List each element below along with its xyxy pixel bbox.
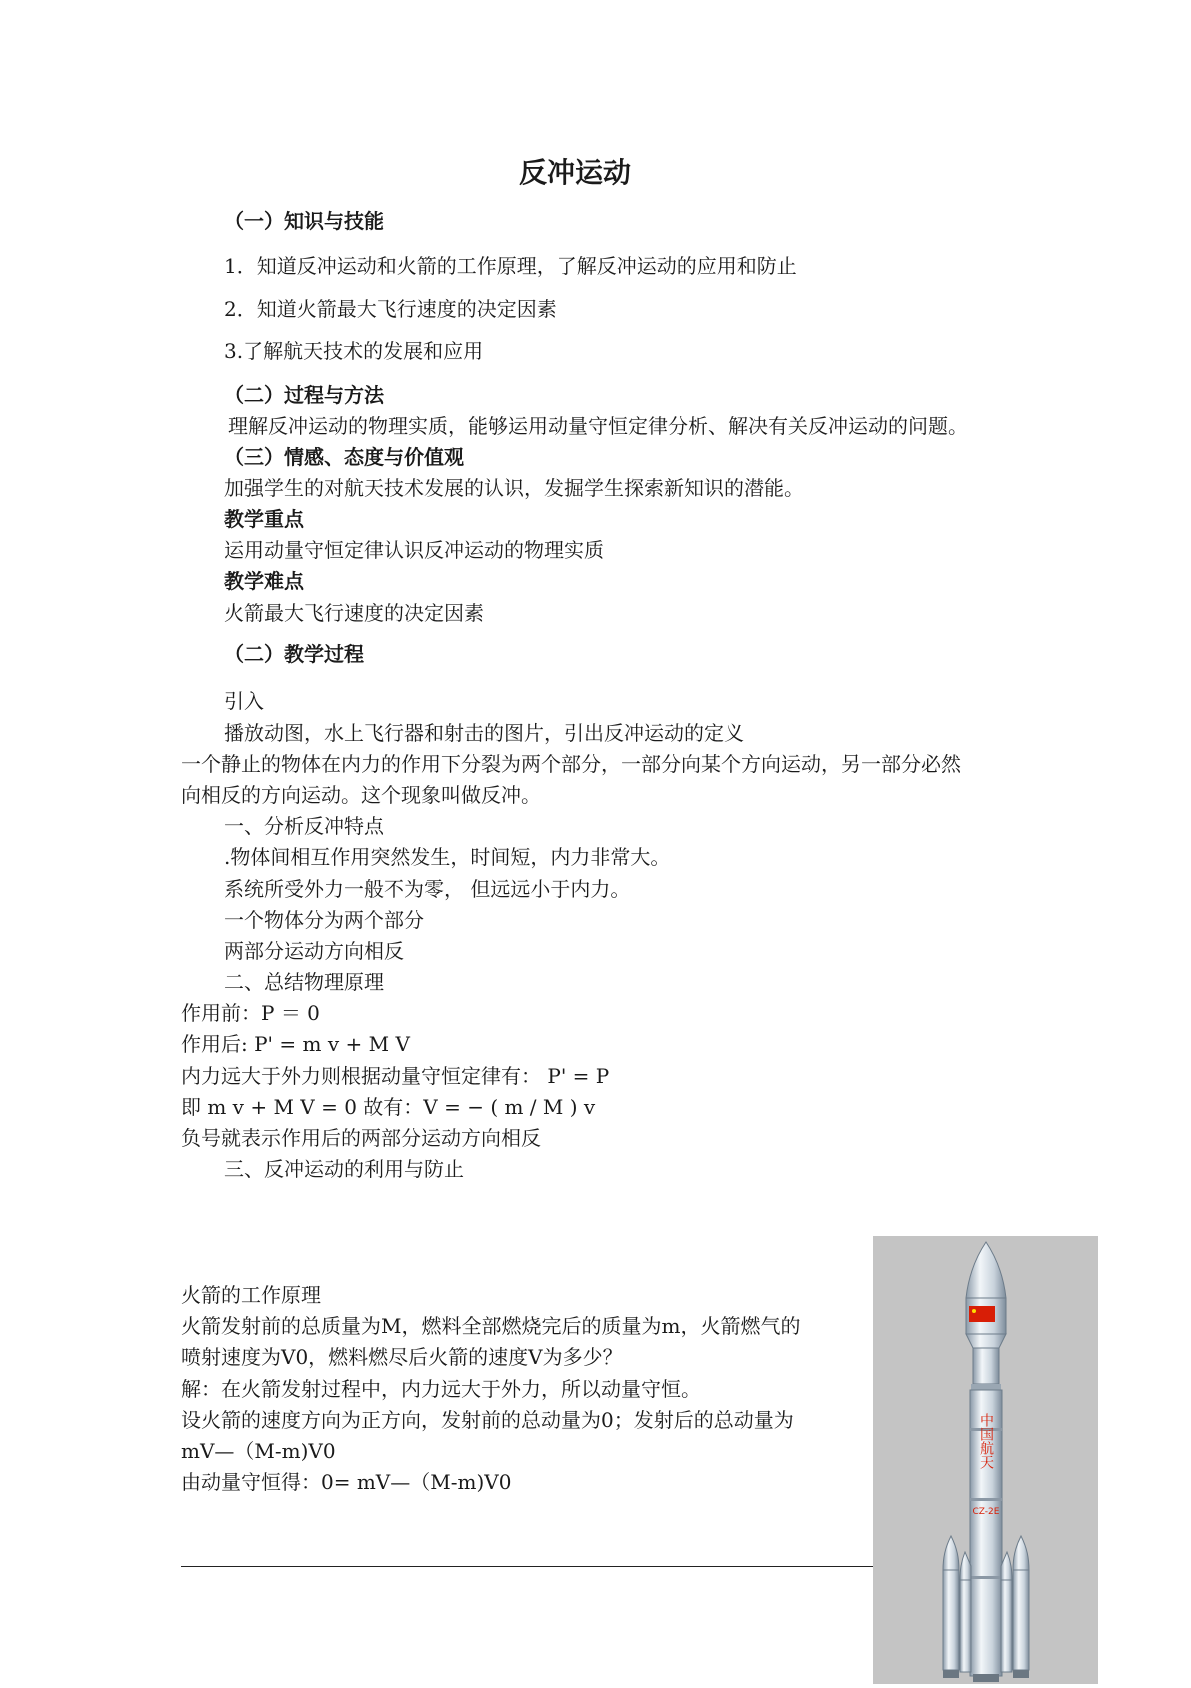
- body-line: 两部分运动方向相反: [224, 939, 404, 963]
- body-line: 二、总结物理原理: [224, 970, 384, 994]
- body-line: 引入: [224, 689, 264, 713]
- focus-heading: 教学重点: [224, 507, 304, 531]
- rocket-line: 由动量守恒得：0= mV—（M-m)V0: [181, 1470, 512, 1494]
- rocket-model-label: CZ-2E: [972, 1507, 1000, 1517]
- process-text: 理解反冲运动的物理实质，能够运用动量守恒定律分析、解决有关反冲运动的问题。: [228, 414, 968, 438]
- teaching-heading: （二）教学过程: [224, 642, 364, 666]
- body-line: 一个静止的物体在内力的作用下分裂为两个部分，一部分向某个方向运动，另一部分必然: [181, 752, 961, 776]
- rocket-body-label: 中国航天: [978, 1413, 994, 1469]
- rocket-illustration: [873, 1236, 1098, 1684]
- emotion-heading: （三）情感、态度与价值观: [224, 445, 464, 469]
- body-line: 作用后: P' = m v + M V: [181, 1032, 410, 1056]
- difficulty-text: 火箭最大飞行速度的决定因素: [224, 601, 484, 625]
- focus-text: 运用动量守恒定律认识反冲运动的物理实质: [224, 538, 604, 562]
- body-line: 内力远大于外力则根据动量守恒定律有： P' = P: [181, 1064, 610, 1088]
- page-title: 反冲运动: [518, 156, 631, 189]
- body-line: 作用前：P ＝ 0: [181, 1001, 320, 1025]
- knowledge-item-1: 1．知道反冲运动和火箭的工作原理，了解反冲运动的应用和防止: [224, 254, 797, 278]
- knowledge-item-3: 3.了解航天技术的发展和应用: [224, 339, 484, 363]
- emotion-text: 加强学生的对航天技术发展的认识，发掘学生探索新知识的潜能。: [224, 476, 804, 500]
- footer-rule: [181, 1566, 873, 1567]
- rocket-line: 火箭的工作原理: [181, 1283, 321, 1307]
- process-heading: （二）过程与方法: [224, 383, 384, 407]
- knowledge-heading: （一）知识与技能: [224, 209, 384, 233]
- rocket-image: [873, 1236, 1098, 1684]
- body-line: 即 m v + M V = 0 故有：V = − ( m / M ) v: [181, 1095, 596, 1119]
- body-line: 向相反的方向运动。这个现象叫做反冲。: [181, 783, 541, 807]
- body-line: 一个物体分为两个部分: [224, 908, 424, 932]
- difficulty-heading: 教学难点: [224, 569, 304, 593]
- body-line: .物体间相互作用突然发生，时间短，内力非常大。: [224, 845, 671, 869]
- body-line: 播放动图，水上飞行器和射击的图片，引出反冲运动的定义: [224, 721, 744, 745]
- rocket-line: 解：在火箭发射过程中，内力远大于外力，所以动量守恒。: [181, 1377, 701, 1401]
- body-line: 三、反冲运动的利用与防止: [224, 1157, 464, 1181]
- knowledge-item-2: 2．知道火箭最大飞行速度的决定因素: [224, 297, 557, 321]
- rocket-line: 火箭发射前的总质量为M，燃料全部燃烧完后的质量为m，火箭燃气的: [181, 1314, 801, 1338]
- rocket-line: 喷射速度为V0，燃料燃尽后火箭的速度V为多少？: [181, 1345, 623, 1369]
- rocket-line: 设火箭的速度方向为正方向，发射前的总动量为0；发射后的总动量为: [181, 1408, 794, 1432]
- body-line: 负号就表示作用后的两部分运动方向相反: [181, 1126, 541, 1150]
- body-line: 一、分析反冲特点: [224, 814, 384, 838]
- china-flag-icon: [969, 1306, 995, 1322]
- body-line: 系统所受外力一般不为零， 但远远小于内力。: [224, 877, 631, 901]
- rocket-line: mV—（M-m)V0: [181, 1439, 336, 1463]
